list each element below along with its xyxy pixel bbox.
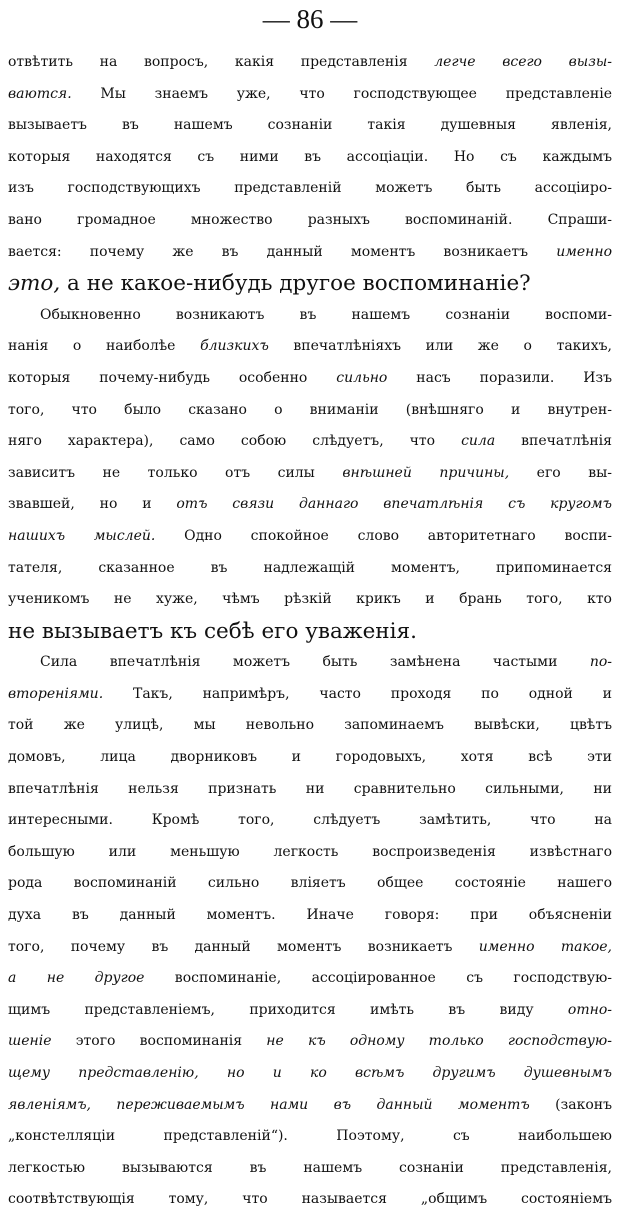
text-segment: вано громадное множество разныхъ воспоминаній. Спраши- (8, 211, 612, 228)
text-line (8, 426, 612, 458)
italic-text: отно- (567, 1001, 612, 1018)
text-line (8, 1184, 612, 1216)
italic-text: ваются. (8, 85, 72, 102)
text-line (8, 868, 612, 900)
text-line (8, 710, 612, 742)
italic-text: вторенiями. (8, 685, 104, 702)
text-segment: духа въ данный моментъ. Иначе говоря: при объясненіи (8, 907, 612, 924)
text-line (8, 363, 612, 395)
italic-text: внѣшней причины, (342, 464, 510, 481)
text-segment: „констелляціи представленій“). Поэтому, съ наибольшею (8, 1128, 612, 1145)
italic-text: близкихъ (200, 338, 269, 355)
text-segment: няго характера), само собою слѣдуетъ, что (8, 433, 462, 450)
text-line (8, 521, 612, 553)
text-segment: этого воспоминанія (51, 1033, 267, 1050)
italic-text: именно (556, 243, 612, 260)
text-segment: ученикомъ не хуже, чѣмъ рѣзкій крикъ и брань того, кто (8, 591, 612, 608)
text-line (8, 142, 612, 174)
text-segment: Мы знаемъ уже, что господствующее представленіе (71, 85, 612, 102)
text-segment: Сила впечатлѣнія можетъ быть замѣнена частыми (40, 654, 590, 671)
text-segment: щимъ представленіемъ, приходится имѣть въ виду (8, 1001, 568, 1018)
text-line (8, 805, 612, 837)
text-line (8, 458, 612, 490)
text-segment: которыя находятся съ ними въ ассоціаціи. Но съ каждымъ (8, 148, 612, 165)
text-line (8, 553, 612, 585)
text-line (8, 1090, 612, 1122)
text-segment: не вызываетъ къ себѣ его уваженія. (8, 618, 417, 644)
text-segment: а не какое-нибудь другое воспоминаніе? (60, 271, 531, 297)
text-segment: отвѣтить на вопросъ, какія представленія (8, 54, 435, 70)
text-line (8, 173, 612, 205)
text-segment: насъ поразили. Изъ (387, 369, 612, 386)
text-segment: тателя, сказанное въ надлежащій моментъ, припоминается (8, 559, 612, 576)
page-number: — 86 — (262, 4, 358, 34)
text-line (8, 395, 612, 427)
text-segment: впечатлѣніяхъ или же о такихъ, (268, 338, 612, 355)
italic-text: щему представленію, но и ко всѣмъ другимъ душевнымъ (8, 1065, 612, 1081)
text-segment: вызываетъ въ нашемъ сознаніи такія душевныя явленія, (8, 117, 612, 134)
italic-text: именно такое, (478, 938, 612, 955)
text-segment: впечатлѣнія нельзя признать ни сравнительно сильными, ни (8, 780, 612, 797)
text-segment: того, что было сказано о вниманіи (внѣшняго и внутрен- (8, 401, 612, 418)
text-line (8, 774, 612, 806)
text-line (8, 995, 612, 1027)
text-line (8, 300, 612, 332)
text-line (8, 837, 612, 869)
text-segment: вается: почему же въ данный моментъ возникаетъ (8, 243, 557, 260)
text-segment: соотвѣтствующія тому, что называется „общимъ состояніемъ (8, 1191, 612, 1208)
text-segment: изъ господствующихъ представленій можетъ быть ассоціиро- (8, 180, 612, 197)
text-segment: легкостью вызываются въ нашемъ сознаніи представленія, (8, 1159, 612, 1176)
italic-text: легче всего вызы- (434, 54, 612, 70)
text-line (8, 742, 612, 774)
text-segment: того, почему въ данный моментъ возникаетъ (8, 938, 479, 955)
italic-text: сильно (336, 369, 388, 386)
text-line (8, 932, 612, 964)
text-line (8, 47, 612, 79)
text-segment: большую или меньшую легкость воспроизведенія извѣстнаго (8, 843, 612, 860)
text-line (8, 110, 612, 142)
text-line (8, 1153, 612, 1185)
italic-text: это, (8, 271, 61, 297)
text-segment: интересными. Кромѣ того, слѣдуетъ замѣтить, что на (8, 812, 612, 829)
text-segment: (законъ (529, 1096, 612, 1113)
text-line (8, 900, 612, 932)
italic-text: отъ связи даннаго впечатлѣнія съ кругомъ (176, 496, 612, 513)
text-segment: его вы- (509, 464, 612, 481)
text-segment: рода воспоминаній сильно вліяетъ общее состояніе нашего (8, 875, 612, 892)
italic-text: сила (461, 433, 496, 450)
italic-text: не къ одному только господствую- (266, 1033, 612, 1050)
italic-text: по- (589, 654, 612, 671)
text-segment: домовъ, лица дворниковъ и городовыхъ, хотя всѣ эти (8, 749, 612, 766)
text-line (8, 1121, 612, 1153)
text-line (8, 237, 612, 269)
text-line (8, 489, 612, 521)
text-segment: зависитъ не только отъ силы (8, 464, 343, 481)
italic-text: а не другое (8, 970, 145, 987)
text-line (8, 268, 612, 300)
italic-text: явленіямъ, переживаемымъ нами въ данный моментъ (8, 1096, 530, 1113)
book-page (8, 0, 612, 1208)
body-text (8, 47, 612, 1216)
text-segment: воспоминаніе, ассоціированное съ господствую- (144, 970, 612, 987)
text-segment: нанія о наиболѣе (8, 338, 201, 355)
text-line (8, 1026, 612, 1058)
text-line (8, 331, 612, 363)
italic-text: шеніе (8, 1033, 52, 1050)
text-line (8, 647, 612, 679)
italic-text: нашихъ мыслей. (8, 527, 156, 544)
text-line (8, 584, 612, 616)
text-line (8, 616, 612, 648)
text-line (8, 205, 612, 237)
text-line (8, 963, 612, 995)
text-segment: Обыкновенно возникаютъ въ нашемъ сознаніи воспоми- (40, 306, 612, 323)
text-line (8, 679, 612, 711)
text-segment: которыя почему-нибудь особенно (8, 369, 337, 386)
text-segment: Такъ, напримѣръ, часто проходя по одной и (103, 685, 612, 702)
text-segment: впечатлѣнія (495, 433, 612, 450)
text-segment: Одно спокойное слово авторитетнаго воспи- (155, 527, 612, 544)
text-line (8, 79, 612, 111)
text-segment: звавшей, но и (8, 496, 177, 513)
text-segment: той же улицѣ, мы невольно запоминаемъ вывѣски, цвѣтъ (8, 717, 612, 734)
